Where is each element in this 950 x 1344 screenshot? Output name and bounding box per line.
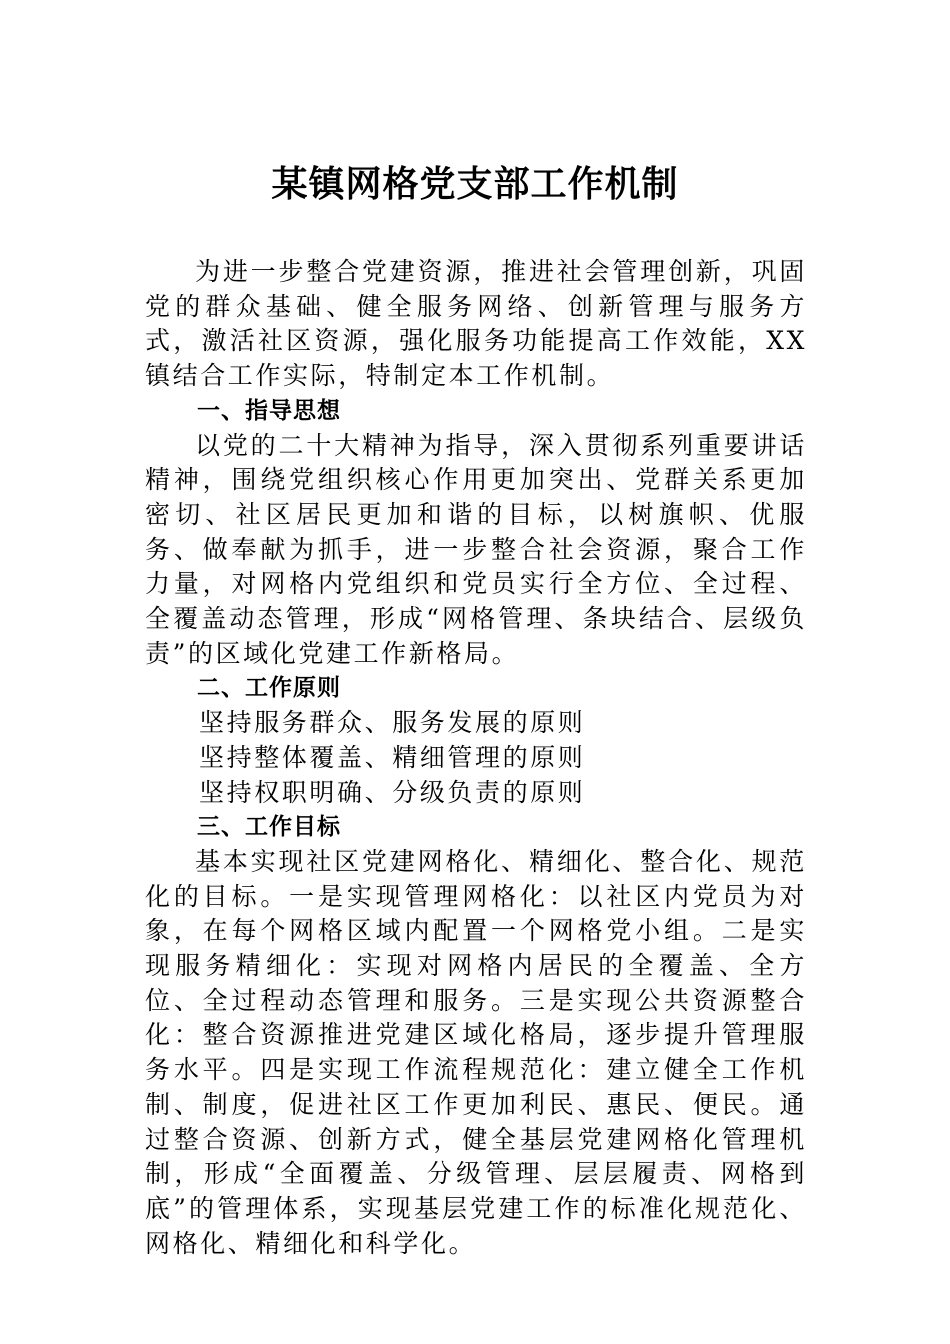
- guiding-ideology-paragraph: 以党的二十大精神为指导，深入贯彻系列重要讲话精神，围绕党组织核心作用更加突出、党群关系更加密切、社区居民更加和谐的目标，以树旗帜、优服务、做奉献为抓手，进一步整合社会资源，聚合工作力量，对网格内党组织和党员实行全方位、全过程、全覆盖动态管理，形成“网格管理、条块结合、层级负责”的区域化党建工作新格局。: [145, 430, 807, 668]
- principle-item: 坚持整体覆盖、精细管理的原则: [199, 742, 586, 772]
- section-heading-work-goals: 三、工作目标: [197, 814, 341, 841]
- principle-item: 坚持权职明确、分级负责的原则: [199, 777, 586, 807]
- intro-paragraph: 为进一步整合党建资源，推进社会管理创新，巩固党的群众基础、健全服务网络、创新管理与服务方式，激活社区资源，强化服务功能提高工作效能，XX镇结合工作实际，特制定本工作机制。: [145, 257, 807, 391]
- principle-item: 坚持服务群众、服务发展的原则: [199, 708, 586, 738]
- section-heading-work-principles: 二、工作原则: [197, 675, 341, 702]
- section-heading-guiding-ideology: 一、指导思想: [197, 397, 341, 424]
- document-title: 某镇网格党支部工作机制: [271, 163, 679, 205]
- document-body: [145, 255, 807, 1261]
- work-goals-paragraph: 基本实现社区党建网格化、精细化、整合化、规范化的目标。一是实现管理网格化：以社区内党员为对象，在每个网格区域内配置一个网格党小组。二是实现服务精细化：实现对网格内居民的全覆盖、全方位、全过程动态管理和服务。三是实现公共资源整合化：整合资源推进党建区域化格局，逐步提升管理服务水平。四是实现工作流程规范化：建立健全工作机制、制度，促进社区工作更加利民、惠民、便民。通过整合资源、创新方式，健全基层党建网格化管理机制，形成“全面覆盖、分级管理、层层履责、网格到底”的管理体系，实现基层党建工作的标准化规范化、网格化、精细化和科学化。: [145, 846, 807, 1258]
